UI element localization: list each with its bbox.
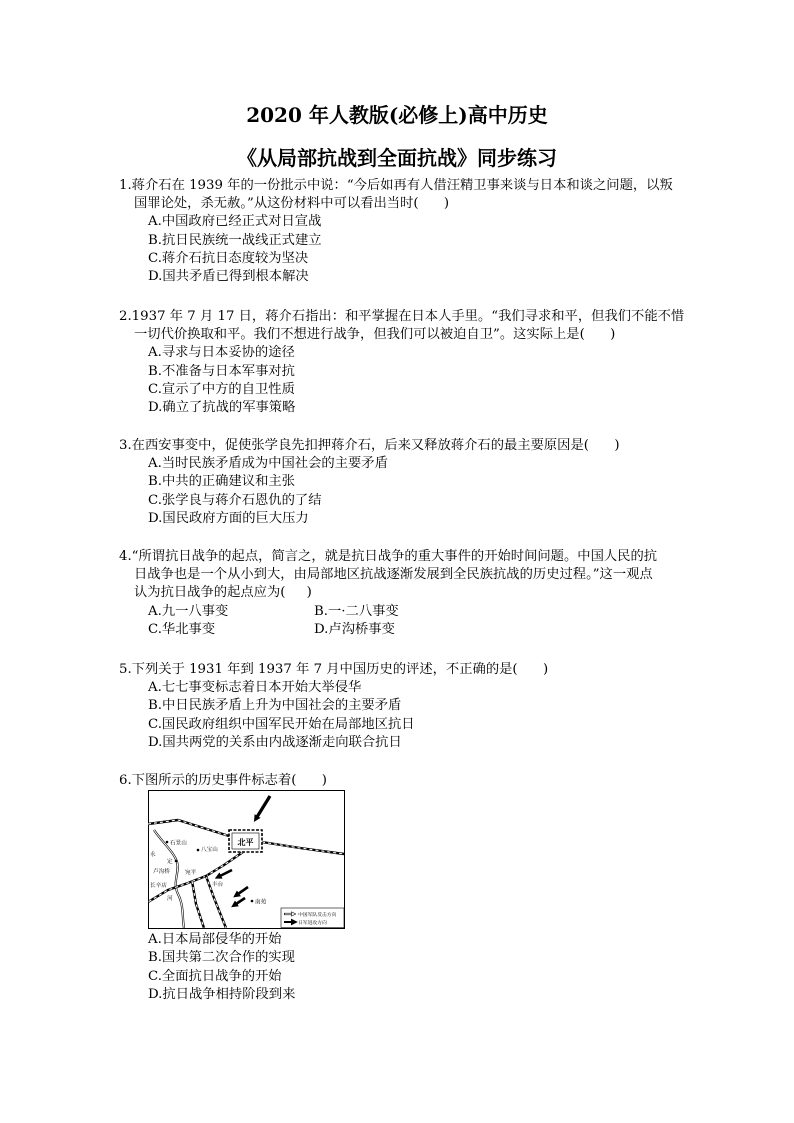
option-d: D.确立了抗战的军事策略 (148, 399, 296, 415)
option-b: B.中共的正确建议和主张 (148, 474, 295, 490)
place-dot (205, 875, 208, 878)
map-figure (148, 790, 345, 929)
question-stem-line: 4.“所谓抗日战争的起点，简言之，就是抗日战争的重大事件的开始时间问题。中国人民的抗 (119, 549, 658, 564)
map-label-ding: 定 (167, 859, 173, 866)
map-label-yong: 永 (150, 852, 156, 859)
map-label-he: 河 (167, 896, 173, 903)
option-d: D.国共矛盾已得到根本解决 (148, 268, 309, 284)
legend-attack-label: 日军进攻方向 (298, 920, 327, 926)
option-d: D.国共两党的关系由内战逐渐走向联合抗日 (148, 734, 402, 750)
option-d: D.抗日战争相持阶段到来 (148, 986, 296, 1002)
question-1 (119, 177, 673, 286)
option-c: C.宣示了中方的自卫性质 (148, 381, 295, 397)
option-a: A.七七事变标志着日本开始大举侵华 (148, 680, 362, 696)
question-stem-line: 国罪论处，杀无赦。”从这份材料中可以看出当时( ) (134, 196, 450, 212)
question-stem-line: 6.下图所示的历史事件标志着( ) (119, 773, 327, 788)
option-b: B.一·二八事变 (314, 603, 399, 619)
option-a: A.中国政府已经正式对日宣战 (148, 214, 322, 230)
option-a: A.寻求与日本妥协的途径 (148, 345, 295, 361)
place-dot (197, 849, 200, 852)
option-c: C.华北事变 (148, 621, 216, 637)
map-label-babaoshan: 八宝山 (201, 847, 218, 854)
option-d: D.卢沟桥事变 (314, 621, 395, 637)
question-stem-line: 一切代价换取和平。我们不想进行战争，但我们可以被迫自卫”。这实际上是( ) (134, 327, 616, 343)
place-dot (251, 900, 254, 903)
option-a: A.九一八事变 (148, 603, 229, 619)
map-label-beiping: 北平 (237, 838, 254, 848)
map-label-lugouqiao: 卢沟桥 (153, 869, 170, 876)
document-title: 2020 年人教版(必修上)高中历史 (246, 103, 548, 127)
question-stem-line: 认为抗日战争的起点应为( ) (134, 585, 312, 601)
option-d: D.国民政府方面的巨大压力 (148, 510, 309, 526)
map-label-changxindian: 长辛店 (150, 883, 167, 890)
option-b: B.抗日民族统一战线正式建立 (148, 232, 322, 248)
option-c: C.全面抗日战争的开始 (148, 968, 282, 984)
question-4 (119, 548, 657, 639)
question-stem-line: 2.1937 年 7 月 17 日，蒋介石指出：和平掌握在日本人手里。“我们寻求和平，但我们不能不惜 (119, 309, 685, 324)
legend-counterattack-label: 中国军队反击方向 (298, 912, 337, 918)
option-a: A.日本局部侵华的开始 (148, 932, 282, 948)
question-stem-line: 1.蒋介石在 1939 年的一份批示中说：“今后如再有人借汪精卫事来谈与日本和谈之问题，以叛 (119, 178, 673, 193)
option-b: B.不准备与日本军事对抗 (148, 363, 295, 379)
question-stem-line: 3.在西安事变中，促使张学良先扣押蒋介石，后来又释放蒋介石的最主要原因是( ) (119, 438, 620, 453)
map-label-fengtai: 丰台 (212, 882, 224, 889)
document-subtitle: 《从局部抗战到全面抗战》同步练习 (237, 146, 557, 170)
question-2 (119, 308, 684, 417)
option-b: B.国共第二次合作的实现 (148, 950, 295, 966)
question-stem-line: 日战争也是一个从小到大，由局部地区抗战逐渐发展到全民族抗战的历史过程。”这一观点 (134, 567, 653, 583)
option-c: C.国民政府组织中国军民开始在局部地区抗日 (148, 716, 415, 732)
option-a: A.当时民族矛盾成为中国社会的主要矛盾 (148, 456, 388, 472)
map-legend (281, 908, 344, 928)
map-label-wanping: 宛平 (185, 870, 197, 877)
options-grid (119, 603, 657, 639)
map-label-shijingshan: 石景山 (170, 840, 187, 847)
question-5 (119, 661, 548, 752)
option-b: B.中日民族矛盾上升为中国社会的主要矛盾 (148, 698, 402, 714)
question-stem-line: 5.下列关于 1931 年到 1937 年 7 月中国历史的评述，不正确的是( ) (119, 662, 549, 677)
question-6 (119, 772, 345, 1004)
map-label-nanyuan: 南苑 (255, 899, 267, 906)
option-c: C.蒋介石抗日态度较为坚决 (148, 250, 309, 266)
question-3 (119, 437, 620, 528)
option-c: C.张学良与蒋介石恩仇的了结 (148, 492, 322, 508)
place-dot (175, 860, 178, 863)
place-dot (166, 841, 169, 844)
